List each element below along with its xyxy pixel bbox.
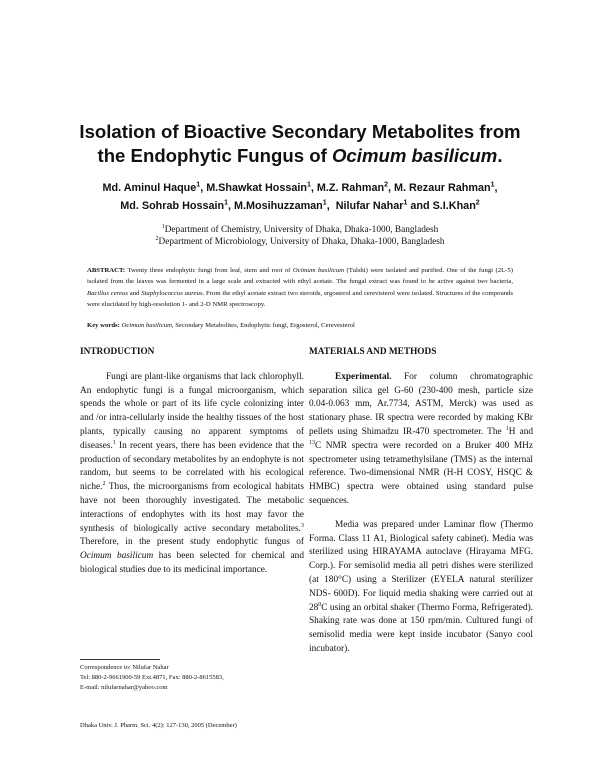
correspondence-footnote [80,663,304,693]
author-affiliation-mark: 1 [322,199,327,207]
title-species: Ocimum basilicum [331,145,498,166]
intro-text: Thus, the microorganisms from ecological habitats have not been thoroughly investigated. The metabolic interactions of endophytes with its host may favor the synthesis of biologically active secondary metabolites. [80,482,304,534]
right-column [309,346,533,657]
author: M.Z. Rahman [316,182,385,194]
paper-title [40,120,560,168]
abstract-bacterium: Bacillus cereus [87,289,128,297]
author: S.I.Khan [432,200,476,212]
methods-paragraph-media [309,519,533,657]
abstract-text: and [127,289,142,297]
intro-species: Ocimum basilicum [80,551,154,562]
isotope-mark: 13 [309,439,315,446]
methods-text: C NMR spectra were recorded on a Bruker 400 MHz spectrometer using tetramethylsilane (TMS) as the internal reference. Two-dimensional NMR (H-H COSY, HSQC & HMBC) spectra were obtained using standard pulse sequences. [309,440,533,506]
author-affiliation-mark: 1 [403,199,408,207]
abstract-species: Ocimum basilicum [292,267,345,274]
methods-text: C using an orbital shaker (Thermo Forma, Refrigerated). Shaking rate was done at 150 rpm/min. Cultured fungi of semisolid media were kept inside incubator (Sanyo cool incubator). [309,602,533,654]
author-affiliation-mark: 1 [224,199,228,207]
author-affiliation-mark: 2 [475,199,480,207]
author: Nilufar Nahar [335,200,404,212]
affiliation-chemistry: Department of Chemistry, University of Dhaka, Dhaka-1000, Bangladesh [164,225,439,235]
abstract-text: . From the ethyl acetate extract two steroids, ergosterol and cerevisterol were isolated. Structures of the compounds were elucidated by high-resolution 1- and 2-D NMR spectroscopy. [87,289,513,309]
methods-text: Media was prepared under Laminar flow (Thermo Forma. Class 11 A1, Biological safety cabinet). Media was sterilized using HIRAYAMA autoclave (Hirayama MFG. Corp.). For semisolid media all petri dishes were sterilized (at 180°C) using a Sterilizer (EYELA natural sterilizer NDS- 600D). For liquid media shaking were carried out at 28 [309,519,533,613]
keywords-text: , Secondary Metabolites, Endophytic fungi, Ergosterol, Cerevesterol [171,322,355,329]
footnote-divider [80,659,160,660]
keywords-label: Key words: [87,322,120,329]
intro-text: In recent years, there has been evidence that the production of secondary metabolites by an endophyte is not random, but seems to be correlated with his ecological niche. [80,440,304,493]
reference-mark: 3 [301,522,304,529]
contact-phone-fax: Tel: 880-2-9661900-59 Ext.4871, Fax: 880-2-8615583, [80,674,224,681]
reference-mark: 2 [102,481,106,488]
abstract-text: Twenty three endophytic fungi from leaf, stem and root of [125,267,293,274]
intro-text: Fungi are plant-like organisms that lack chlorophyll. An endophytic fungi is a fungal microorganism, which spends the whole or part of its life cycle colonizing inter and /or intra-cellularly inside the healthy tissues of the host plants, typically causing no apparent symptoms of diseases. [80,371,304,451]
methods-text: H and [508,426,533,437]
keywords-species: Ocimum basilicum [121,322,172,329]
left-column [80,346,304,578]
title-line-2-suffix: . [497,145,503,166]
methods-text: For column chromatographic separation silica gel G-60 (230-400 mesh, particle size 0.04-0.063 mm, Ar.7734, ASTM, Merck) was used as stationary phase. IR spectra were recorded by making KBr pellets using Shimadzu IR-470 spectrometer. The [309,371,533,437]
affiliations [40,224,560,248]
journal-citation: Dhaka Univ. J. Pharm. Sci. 4(2): 127-130, 2005 (December) [80,722,237,729]
affiliation-number: 1 [161,223,165,230]
author: M. Rezaur Rahman [394,182,491,194]
introduction-heading: INTRODUCTION [80,347,155,357]
keywords [87,320,513,331]
abstract-label: ABSTRACT: [87,267,126,274]
methods-heading: MATERIALS AND METHODS [309,347,437,357]
correspondence-line: Correspondence to: Nilufar Nahar [80,664,169,671]
degree-mark: 0 [318,601,322,608]
title-line-1: Isolation of Bioactive Secondary Metabolites from [79,121,521,142]
abstract-bacterium: Staphylococcus aureus [141,289,203,297]
author: Md. Aminul Haque [102,182,197,194]
author-list: Md. Aminul Haque$^1$, M.Shawkat Hossain$^1$, M.Z. Rahman$^2$, M. Rezaur Rahman$^1$, Md. Sohrab Hossain$^1$, M.Mosihuzzaman$^1$, Nilufar Nahar$^1$ and S.I.Khan$^2$ [102,181,498,212]
intro-text: has been selected for chemical and biological studies due to its medicinal importance. [80,551,304,575]
methods-paragraph-experimental [309,371,533,509]
intro-text: Therefore, in the present study endophytic fungus of [80,537,304,548]
author-affiliation-mark: 1 [490,181,495,189]
author: M.Mosihuzzaman [234,200,323,212]
introduction-paragraph [80,371,304,578]
isotope-mark: 1 [505,425,509,432]
abstract [87,265,513,311]
reference-mark: 1 [112,439,116,446]
experimental-label: Experimental. [335,371,392,382]
affiliation-microbiology: Department of Microbiology, University of Dhaka, Dhaka-1000, Bangladesh [158,237,445,247]
author-affiliation-mark: 1 [196,181,201,189]
author-affiliation-mark: 2 [384,181,388,189]
title-line-2-prefix: the Endophytic Fungus of [97,145,332,166]
author-affiliation-mark: 1 [307,181,311,189]
affiliation-number: 2 [155,235,159,242]
abstract-text: (Tulshi) were isolated and purified. One of the fungi (2L-5) isolated from the leaves was fermented in a large scale and extracted with ethyl acetate. The fungal extract was found to be active against two bacteria, [87,267,513,286]
author: M.Shawkat Hossain [206,182,307,194]
contact-email: E-mail: nilufarnahar@yahoo.com [80,684,168,691]
author: Md. Sohrab Hossain [120,200,225,212]
